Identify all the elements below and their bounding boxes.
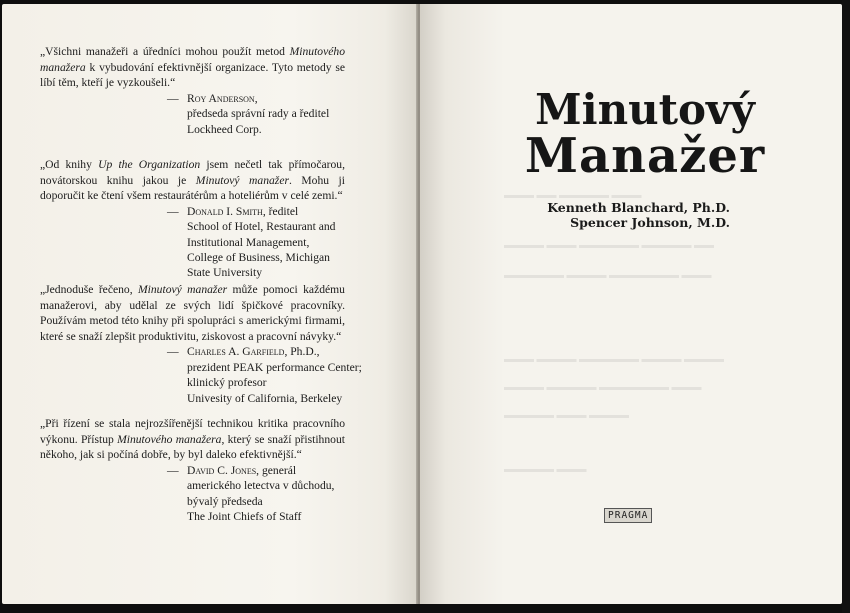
- endorsement-attribution: [167, 204, 345, 281]
- quote-italic-text: Minutový manažer: [195, 173, 289, 187]
- quote-italic-text: Minutový manažer: [138, 283, 228, 296]
- page-edge-shadow: [842, 0, 850, 613]
- endorser-title-line: Univesity of California, Berkeley: [187, 391, 343, 405]
- endorser-title-line: Institutional Management,: [187, 235, 310, 249]
- endorsement-attribution: [167, 463, 345, 525]
- endorser-name: Roy Anderson,: [187, 91, 258, 105]
- endorser-name: David C. Jones, generál: [187, 463, 297, 477]
- author-1: Kenneth Blanchard, Ph.D.: [547, 200, 730, 215]
- endorser-title-line: klinický profesor: [187, 376, 267, 390]
- bleed-through-text: ▬▬▬▬▬▬ ▬▬▬▬ ▬▬▬▬▬▬▬ ▬▬▬: [504, 270, 712, 281]
- quote-text: „Od knihy: [40, 158, 99, 171]
- endorsement: [40, 282, 362, 406]
- endorsement: [40, 44, 345, 137]
- endorser-name: Charles A. Garfield, Ph.D.,: [187, 345, 320, 359]
- attribution-dash: —: [167, 463, 179, 477]
- endorser-title-line: College of Business, Michigan: [187, 251, 330, 264]
- endorsement-attribution: [167, 91, 345, 137]
- attribution-dash: —: [167, 345, 179, 359]
- endorser-title-line: State University: [187, 266, 263, 280]
- left-page: [2, 4, 418, 604]
- right-page: [420, 4, 842, 604]
- bleed-through-text: ▬▬▬▬ ▬▬▬ ▬▬▬▬▬▬ ▬▬▬▬▬ ▬▬: [504, 240, 714, 251]
- endorsement-quote: [40, 44, 345, 91]
- quote-text: „Všichni manažeři a úředníci mohou použít metod: [40, 45, 290, 58]
- bleed-through-text: ▬▬▬ ▬▬▬▬ ▬▬▬▬▬▬ ▬▬▬▬ ▬▬▬▬: [504, 354, 724, 365]
- quote-text: „Při řízení se stala nejrozšířenější technikou kritika pracovního výkonu. Přístup: [40, 417, 345, 446]
- quote-italic-text: Minutového manažera: [40, 45, 345, 74]
- quote-text: „Jednoduše řečeno,: [40, 283, 138, 296]
- endorsement-quote: [40, 416, 345, 463]
- author-2: Spencer Johnson, M.D.: [570, 215, 730, 230]
- endorsement: [40, 416, 345, 524]
- bleed-through-text: ▬▬▬▬ ▬▬▬▬▬ ▬▬▬▬▬▬▬ ▬▬▬: [504, 382, 702, 393]
- quote-text: k vybudování efektivnější organizace. Tyto metody se líbí těm, kteří je vyzkoušeli.“: [40, 60, 345, 90]
- quote-italic-text: Minutového manažera: [117, 432, 222, 446]
- endorser-title-line: amerického letectva v důchodu,: [187, 479, 335, 493]
- endorsement-quote: [40, 157, 345, 204]
- endorsement: [40, 157, 345, 281]
- bleed-through-text: ▬▬▬ ▬▬ ▬▬▬▬▬ ▬▬▬: [504, 190, 642, 201]
- book-title: [500, 85, 790, 184]
- quote-text: jsem nečetl tak přímočarou, novátorskou knihu jakou je: [40, 158, 345, 187]
- quote-italic-text: Up the Organization: [98, 158, 201, 171]
- endorser-name: Donald I. Smith, ředitel: [187, 204, 299, 218]
- endorser-title-line: bývalý předseda: [187, 494, 263, 508]
- authors: [520, 200, 730, 230]
- endorser-title-line: předseda správní rady a ředitel: [187, 107, 330, 121]
- endorsement-quote: [40, 282, 345, 344]
- endorsement-attribution: [167, 344, 362, 406]
- endorser-title-line: The Joint Chiefs of Staff: [187, 510, 302, 523]
- bleed-through-text: ▬▬▬▬▬ ▬▬▬: [504, 464, 587, 475]
- title-line-2: Manažer: [524, 128, 766, 184]
- attribution-dash: —: [167, 204, 179, 218]
- quote-text: , který se snaží přistihnout někoho, jak si počíná dobře, by byl daleko efektivnější.“: [40, 432, 345, 462]
- quote-text: . Mohu ji doporučit ke čtení všem restaurátérům a hoteliérům v celé zemi.“: [40, 173, 345, 203]
- quote-text: může pomoci každému manažerovi, aby udělal ze svých lidí špičkové pracovníky. Používám metod této knihy při spolupráci s americkými firmami, které se snaží zlepšit produktivitu, ziskovost a pracovní návyky.“: [40, 283, 345, 343]
- endorser-title-line: Lockheed Corp.: [187, 122, 262, 136]
- title-line-1: Minutový: [535, 85, 755, 134]
- endorser-title-line: School of Hotel, Restaurant and: [187, 220, 336, 234]
- endorser-title-line: prezident PEAK performance Center;: [187, 360, 362, 374]
- bleed-through-text: ▬▬▬▬▬ ▬▬▬ ▬▬▬▬: [504, 410, 629, 421]
- attribution-dash: —: [167, 91, 179, 105]
- publisher-logo: PRAGMA: [604, 508, 652, 523]
